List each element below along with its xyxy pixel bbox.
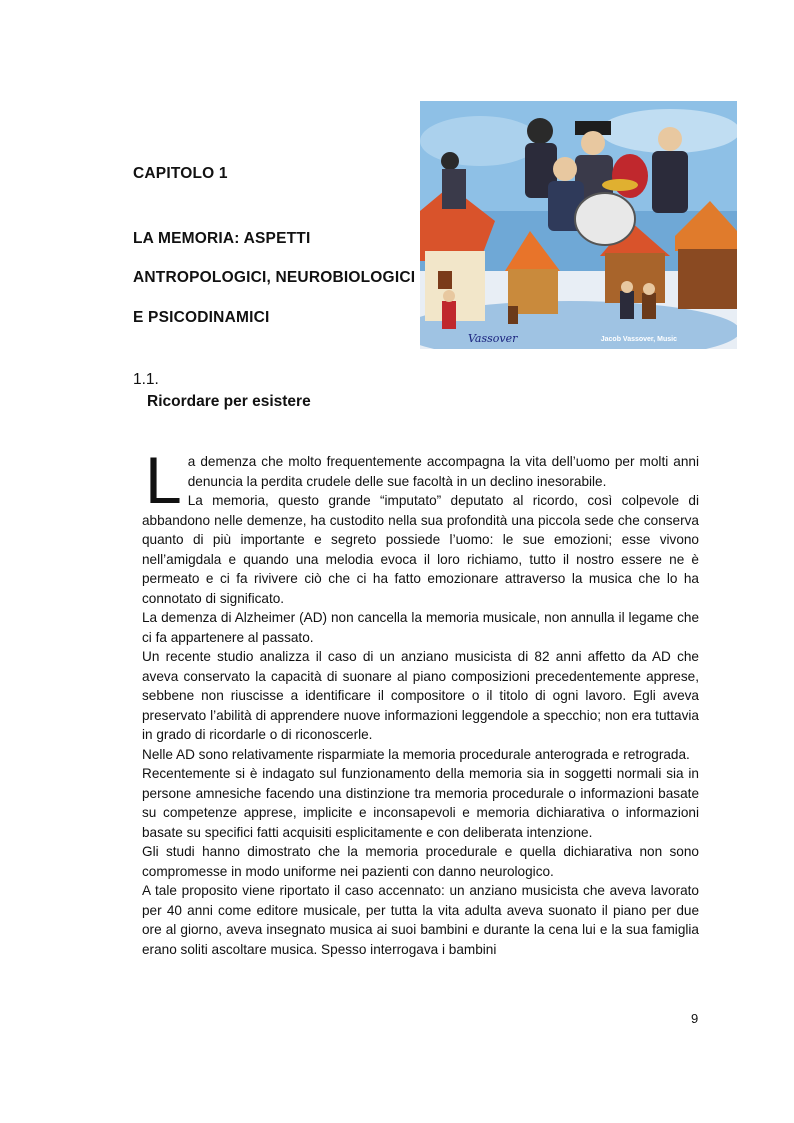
paragraph-5: Nelle AD sono relativamente risparmiate la memoria procedurale anterograda e retrograda. (142, 746, 690, 762)
page-number: 9 (691, 1011, 699, 1026)
painting-artwork (420, 101, 737, 349)
paragraph-8: A tale proposito viene riportato il caso accennato: un anziano musicista che aveva lavorato per 40 anni come editore musicale, per tutta la vita adulta aveva suonato il piano per due ore al giorno, aveva insegnato musica ai suoi bambini e durante la cena lui e la sua famiglia erano soliti ascoltare musica. Spesso interrogava i bambini (142, 883, 699, 957)
painting-image (420, 101, 737, 349)
chapter-label: CAPITOLO 1 (133, 165, 228, 182)
paragraph-3: La demenza di Alzheimer (AD) non cancella la memoria musicale, non annulla il legame che ci fa appartenere al passato. (142, 610, 699, 645)
paragraph-4: Un recente studio analizza il caso di un anziano musicista di 82 anni affetto da AD che aveva conservato la capacità di suonare al piano composizioni precedentemente apprese, sebbene non riuscisse a identificare il compositore o il titolo di ogni lavoro. Egli aveva preservato l’abilità di apprendere nuove informazioni leggendole a specchio; non era tuttavia in grado di ricordarle o di riconoscerle. (142, 649, 699, 742)
painting-caption: Jacob Vassover, Music (600, 336, 677, 343)
painting-signature: Vassover (468, 332, 518, 345)
chapter-title-line-2: ANTROPOLOGICI, NEUROBIOLOGICI (133, 269, 416, 286)
paragraph-7: Gli studi hanno dimostrato che la memoria procedurale e quella dichiarativa non sono compromesse in modo uniforme nei pazienti con danno neurologico. (142, 844, 699, 879)
paragraph-2: La memoria, questo grande “imputato” deputato al ricordo, così colpevole di abbandono nelle demenze, ha custodito nella sua profondità una piccola sede che conserva quanto di più importante e segreto possiede l’uomo: le sue emozioni; esse vivono nell’amigdala e quando una melodia evoca il loro richiamo, tutto il nostro essere ne è permeato e ci fa rivivere ciò che ci ha fatto emozionare attraverso la musica che lo ha connotato di significato. (142, 493, 699, 606)
paragraph-1: a demenza che molto frequentemente accompagna la vita dell’uomo per molti anni denuncia la perdita crudele delle sue facoltà in un declino inesorabile. (187, 454, 699, 489)
chapter-title-line-3: E PSICODINAMICI (133, 309, 270, 326)
paragraph-6: Recentemente si è indagato sul funzionamento della memoria sia in soggetti normali sia in persone amnesiche facendo una distinzione tra memoria procedurale o informazioni basate su competenze apprese, implicite e inconsapevoli e memoria dichiarativa o informazioni basate su specifici fatti acquisiti esplicitamente e con deliberata intenzione. (142, 766, 699, 840)
section-number: 1.1. (133, 371, 159, 388)
section-title: Ricordare per esistere (147, 393, 311, 410)
body-text (142, 443, 699, 959)
drop-cap: L (145, 443, 182, 517)
chapter-title-line-1: LA MEMORIA: ASPETTI (133, 230, 311, 247)
